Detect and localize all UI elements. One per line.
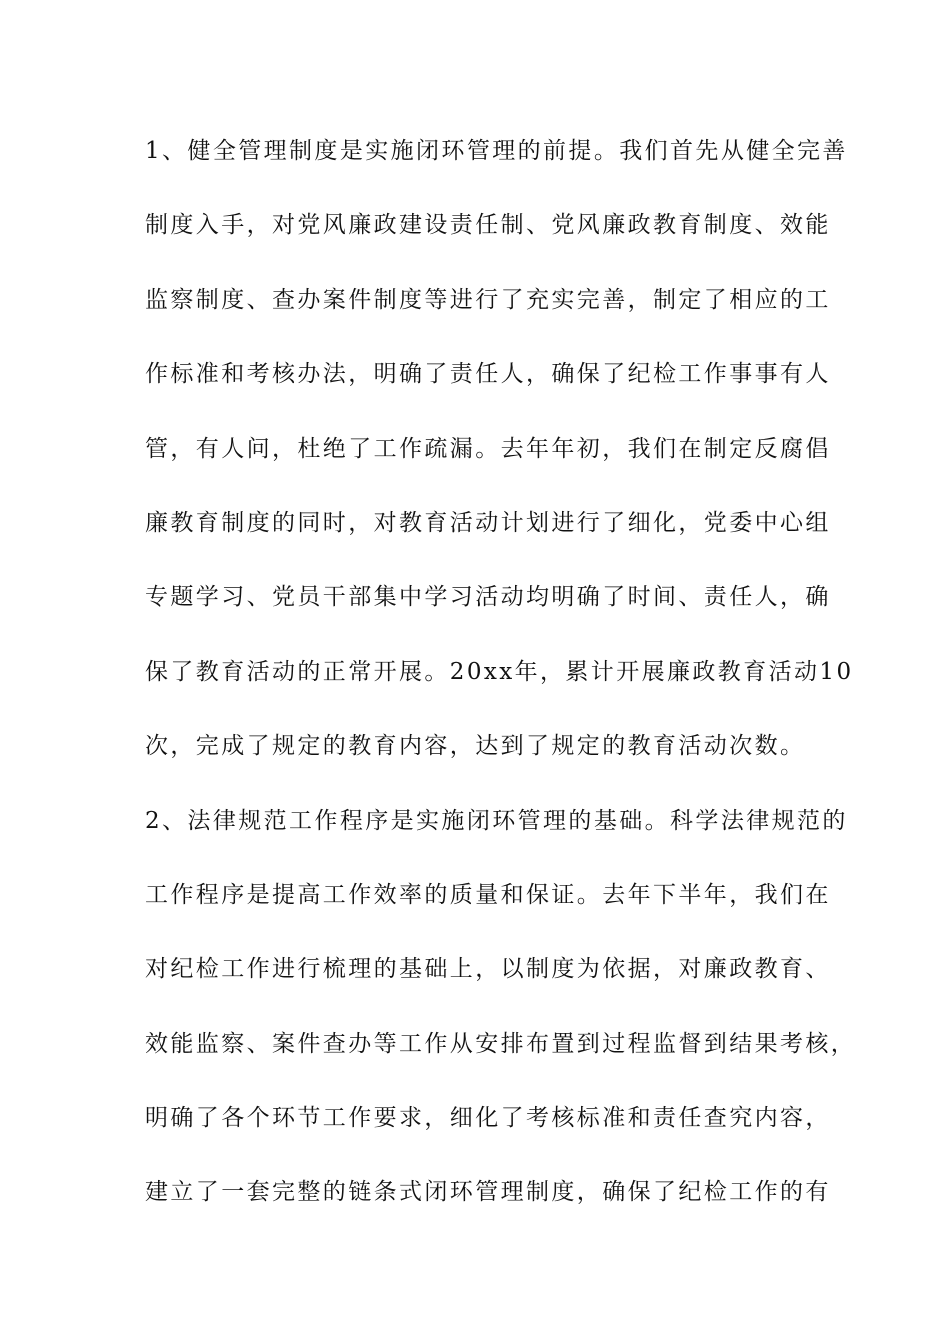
- text-line: 管，有人问，杜绝了工作疏漏。去年年初，我们在制定反腐倡: [145, 435, 831, 462]
- text-line: 2、法律规范工作程序是实施闭环管理的基础。科学法律规范的: [145, 807, 848, 834]
- text-line: 作标准和考核办法，明确了责任人，确保了纪检工作事事有人: [145, 361, 831, 388]
- text-line: 廉教育制度的同时，对教育活动计划进行了细化，党委中心组: [145, 509, 831, 536]
- text-line: 效能监察、案件查办等工作从安排布置到过程监督到结果考核，: [145, 1030, 857, 1057]
- text-line: 次，完成了规定的教育内容，达到了规定的教育活动次数。: [145, 733, 806, 760]
- text-line: 1、健全管理制度是实施闭环管理的前提。我们首先从健全完善: [145, 138, 848, 164]
- text-line: 监察制度、查办案件制度等进行了充实完善，制定了相应的工: [145, 286, 831, 313]
- text-line: 保了教育活动的正常开展。20xx年，累计开展廉政教育活动10: [145, 658, 854, 685]
- text-line: 对纪检工作进行梳理的基础上，以制度为依据，对廉政教育、: [145, 956, 831, 983]
- text-line: 专题学习、党员干部集中学习活动均明确了时间、责任人，确: [145, 584, 831, 611]
- body-text: [145, 126, 857, 1242]
- text-line: 工作程序是提高工作效率的质量和保证。去年下半年，我们在: [145, 881, 831, 908]
- text-line: 建立了一套完整的链条式闭环管理制度，确保了纪检工作的有: [145, 1179, 831, 1206]
- text-line: 明确了各个环节工作要求，细化了考核标准和责任查究内容，: [145, 1105, 831, 1132]
- text-line: 制度入手，对党风廉政建设责任制、党风廉政教育制度、效能: [145, 212, 831, 239]
